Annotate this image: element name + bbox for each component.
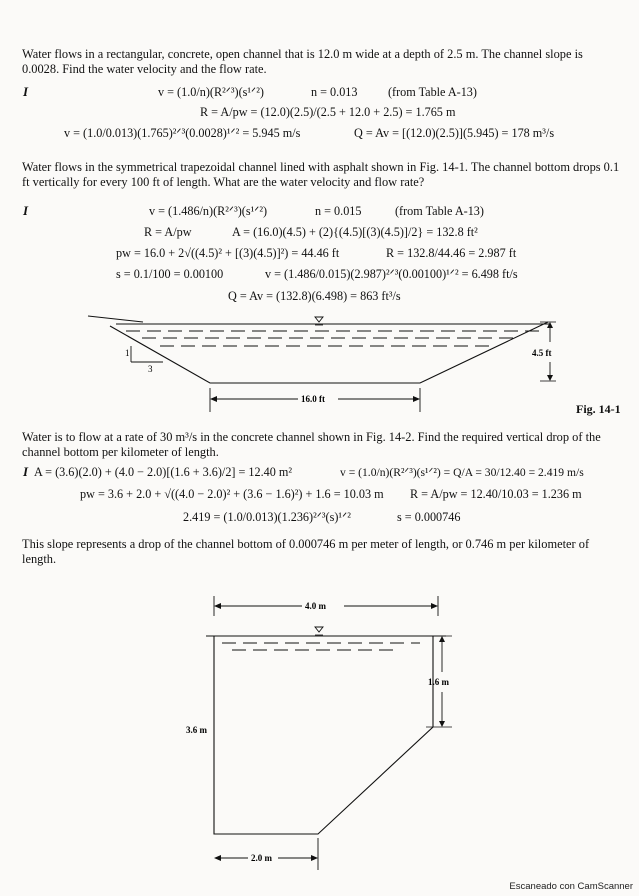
p1-eq2: R = A/pw = (12.0)(2.5)/(2.5 + 12.0 + 2.5) = 1.765 m (200, 105, 456, 119)
p3-eq1b: v = (1.0/n)(R²ᐟ³)(s¹ᐟ²) = Q/A = 30/12.40 = 2.419 m/s (340, 466, 584, 479)
solution-mark-3: I (23, 464, 29, 479)
figure-14-1 (0, 300, 639, 425)
scanner-watermark: Escaneado con CamScanner (509, 881, 633, 892)
p1-eq1b: n = 0.013 (311, 85, 358, 99)
figure-14-2 (0, 590, 639, 880)
slope-rise-label: 1 (125, 348, 130, 358)
figure-caption: Fig. 14-1 (576, 402, 621, 416)
p2-eq2b: A = (16.0)(4.5) + (2){(4.5)[(3)(4.5)]/2} = 132.8 ft² (232, 225, 478, 239)
p2-eq4b: v = (1.486/0.015)(2.987)²ᐟ³(0.00100)¹ᐟ² = 6.498 ft/s (265, 267, 518, 281)
p2-eq1b: n = 0.015 (315, 204, 362, 218)
depth-label: 4.5 ft (532, 348, 552, 358)
solution-mark-2: I (23, 203, 29, 218)
slope-run-label: 3 (148, 364, 153, 374)
p2-eq1: v = (1.486/n)(R²ᐟ³)(s¹ᐟ²) (149, 204, 268, 218)
p3-eq3b: s = 0.000746 (397, 510, 461, 524)
problem3-conclusion: This slope represents a drop of the channel bottom of 0.000746 m per meter of length, or 0.746 m per kilometer of length. (22, 537, 590, 566)
p3-eq3a: 2.419 = (1.0/0.013)(1.236)²ᐟ³(s)¹ᐟ² (183, 510, 351, 524)
problem2-statement: Water flows in the symmetrical trapezoidal channel lined with asphalt shown in Fig. 14-1. The channel bottom drops 0.1 ft vertically for every 100 ft of length. What are the water velocity and flow rate? (22, 160, 620, 189)
bottom-width-label-2: 2.0 m (251, 853, 272, 863)
p1-eq3b: Q = Av = [(12.0)(2.5)](5.945) = 178 m³/s (354, 126, 555, 140)
p3-eq2b: R = A/pw = 12.40/10.03 = 1.236 m (410, 487, 582, 501)
right-depth-label: 1.6 m (428, 677, 449, 687)
p1-eq1c: (from Table A-13) (388, 85, 477, 99)
p2-eq2a: R = A/pw (144, 225, 192, 239)
p1-eq1: v = (1.0/n)(R²ᐟ³)(s¹ᐟ²) (158, 85, 264, 99)
p2-eq3b: R = 132.8/44.46 = 2.987 ft (386, 246, 517, 260)
problem1-statement: Water flows in a rectangular, concrete, open channel that is 12.0 m wide at a depth of 2.5 m. The channel slope is 0.0028. Find the water velocity and the flow rate. (22, 47, 583, 76)
problem3-statement: Water is to flow at a rate of 30 m³/s in the concrete channel shown in Fig. 14-2. Find the required vertical drop of the channel bottom per kilometer of length. (22, 430, 601, 459)
p2-eq3a: pw = 16.0 + 2√((4.5)² + [(3)(4.5)]²) = 44.46 ft (116, 246, 340, 260)
bottom-width-label: 16.0 ft (301, 394, 325, 404)
p1-eq3: v = (1.0/0.013)(1.765)²ᐟ³(0.0028)¹ᐟ² = 5.945 m/s (64, 126, 301, 140)
p2-eq1c: (from Table A-13) (395, 204, 484, 218)
p3-eq2a: pw = 3.6 + 2.0 + √((4.0 − 2.0)² + (3.6 − 1.6)²) + 1.6 = 10.03 m (80, 487, 384, 501)
p2-eq4a: s = 0.1/100 = 0.00100 (116, 267, 224, 281)
solution-mark-1: I (23, 84, 29, 99)
p3-eq1a: A = (3.6)(2.0) + (4.0 − 2.0)[(1.6 + 3.6)/2] = 12.40 m² (34, 465, 293, 479)
top-width-label: 4.0 m (305, 601, 326, 611)
p2-eq5: Q = Av = (132.8)(6.498) = 863 ft³/s (228, 289, 401, 303)
left-depth-label: 3.6 m (186, 725, 207, 735)
